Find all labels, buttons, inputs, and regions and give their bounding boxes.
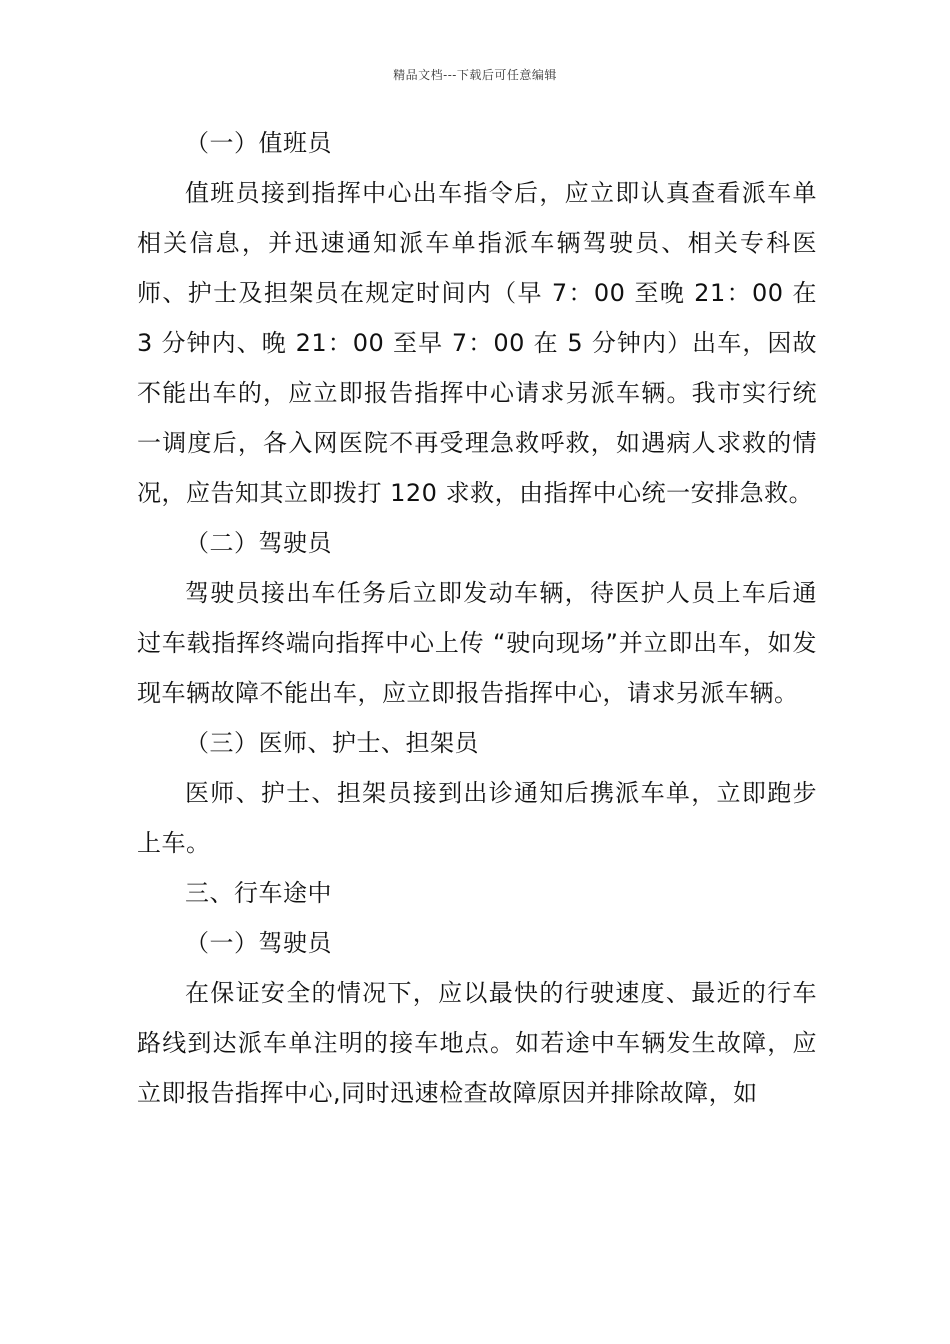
section-heading-medical-staff: （三）医师、护士、担架员 bbox=[185, 729, 479, 757]
paragraph-duty-officer: 值班员接到指挥中心出车指令后，应立即认真查看派车单相关信息，并迅速通知派车单指派车辆驾驶员、相关专科医师、护士及担架员在规定时间内（早 7：00 至晚 21：00 在 3 分钟内、晚 21：00 至早 7：00 在 5 分钟内）出车，因故不能出车的，应立即报告指挥中心请求另派车辆。我市实行统一调度后，各入网医院不再受理急救呼救，如遇病人求救的情况，应告知其立即拨打 120 求救，由指挥中心统一安排急救。 bbox=[137, 179, 817, 507]
section-heading-driver: （二）驾驶员 bbox=[185, 529, 332, 557]
section-heading-driver-en-route: （一）驾驶员 bbox=[185, 929, 332, 957]
paragraph-driver: 驾驶员接出车任务后立即发动车辆，待医护人员上车后通过车载指挥终端向指挥中心上传 “驶向现场”并立即出车，如发现车辆故障不能出车，应立即报告指挥中心，请求另派车辆。 bbox=[137, 579, 817, 707]
document-body bbox=[137, 118, 817, 1118]
page-header: 精品文档---下载后可任意编辑 bbox=[393, 68, 557, 82]
section-heading-en-route: 三、行车途中 bbox=[185, 879, 332, 907]
paragraph-driver-en-route: 在保证安全的情况下，应以最快的行驶速度、最近的行车路线到达派车单注明的接车地点。如若途中车辆发生故障，应立即报告指挥中心,同时迅速检查故障原因并排除故障，如 bbox=[137, 979, 817, 1107]
section-heading-duty-officer: （一）值班员 bbox=[185, 129, 332, 157]
paragraph-medical-staff: 医师、护士、担架员接到出诊通知后携派车单，立即跑步上车。 bbox=[137, 779, 817, 857]
